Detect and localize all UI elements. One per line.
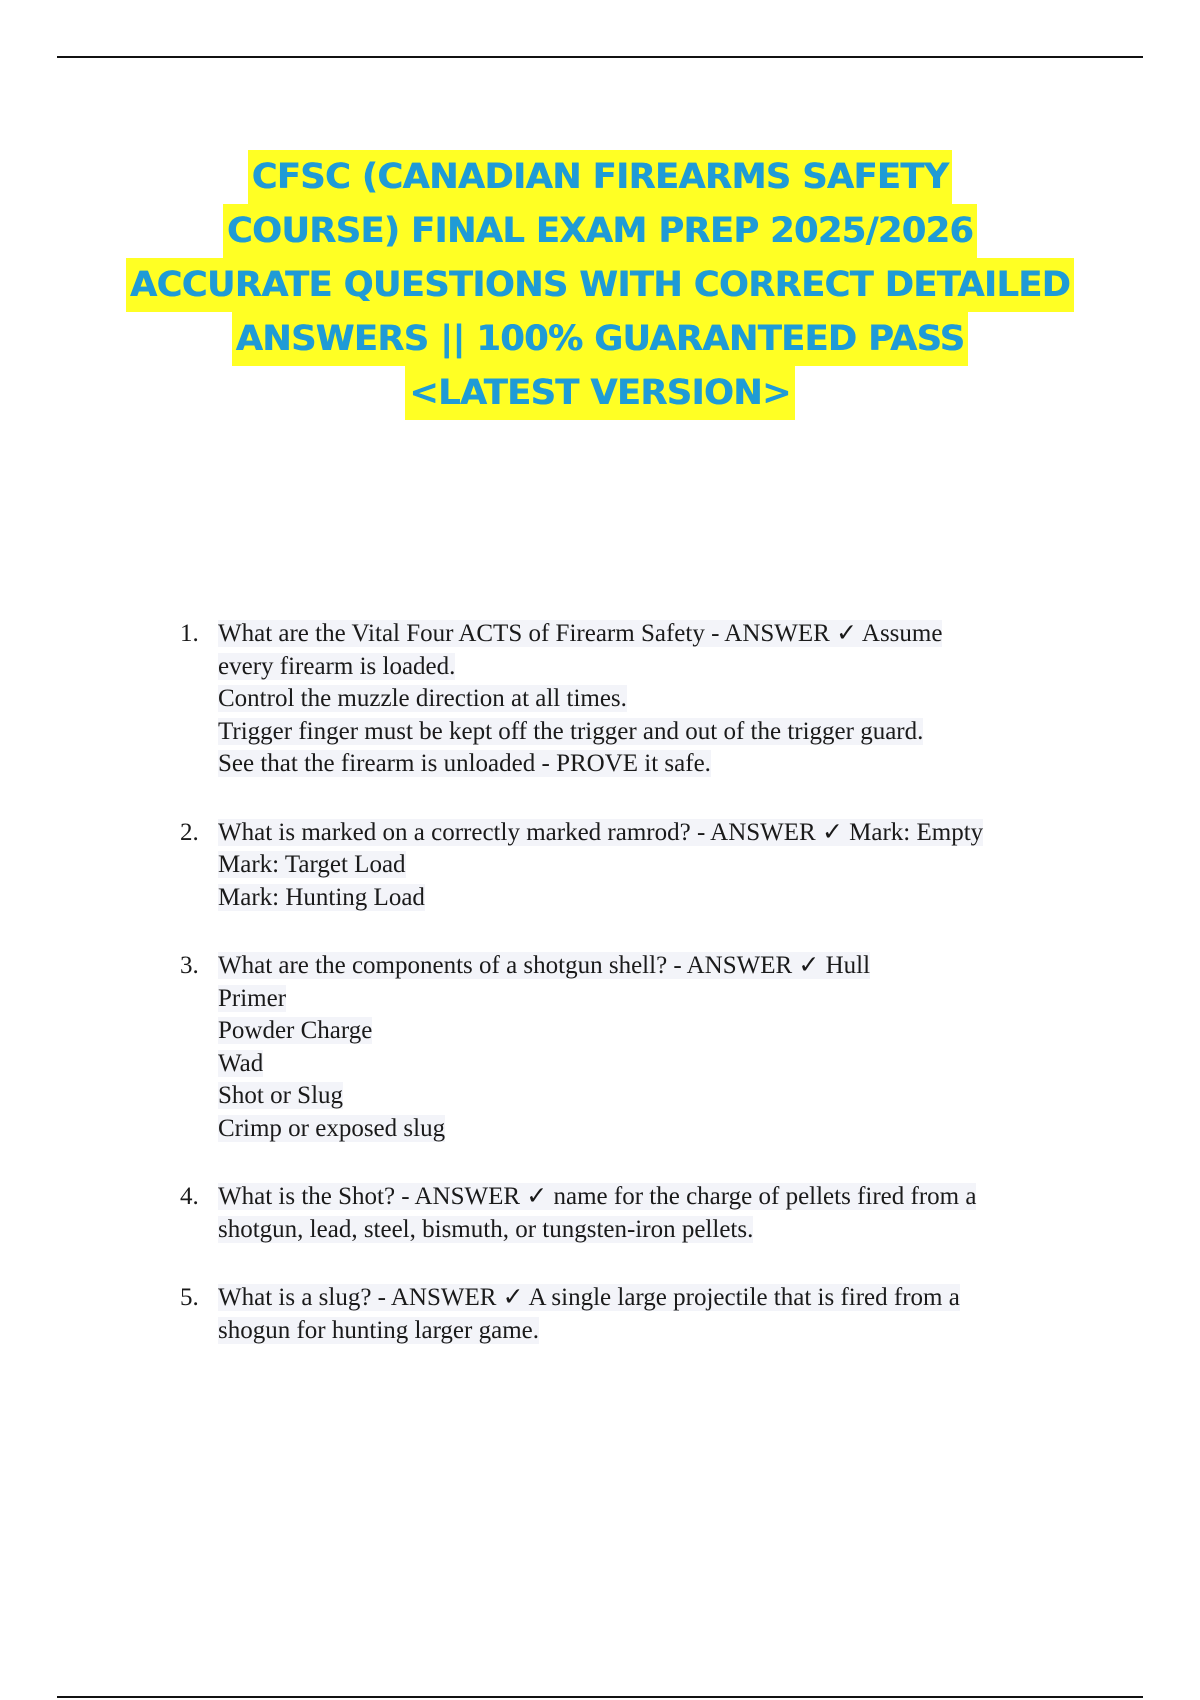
answer-text-line: Wad xyxy=(218,1049,264,1077)
answer-text-line: Primer xyxy=(218,984,287,1012)
question-text-line: What is the Shot? - ANSWER ✓ name for the charge of pellets fired from a xyxy=(218,1183,977,1210)
question-text-line: What is a slug? - ANSWER ✓ A single large projectile that is fired from a xyxy=(218,1284,960,1311)
question-text-line: What is marked on a correctly marked ramrod? - ANSWER ✓ Mark: Empty xyxy=(218,818,984,846)
question-number: 4. xyxy=(180,1183,199,1210)
title-line-1: CFSC (CANADIAN FIREARMS SAFETY xyxy=(248,150,953,204)
question-item-2 xyxy=(170,817,1090,915)
answer-text-line: Trigger finger must be kept off the trigger and out of the trigger guard. xyxy=(218,717,924,745)
title-line-4: ANSWERS || 100% GUARANTEED PASS xyxy=(232,312,969,366)
question-item-5 xyxy=(170,1282,1090,1347)
question-list xyxy=(170,618,1090,1383)
question-text-line: What are the Vital Four ACTS of Firearm Safety - ANSWER ✓ Assume xyxy=(218,620,943,647)
answer-text-line: shotgun, lead, steel, bismuth, or tungsten-iron pellets. xyxy=(218,1215,754,1243)
question-number: 5. xyxy=(180,1284,199,1311)
question-item-3 xyxy=(170,950,1090,1145)
question-number: 2. xyxy=(180,818,199,846)
answer-text-line: See that the firearm is unloaded - PROVE it safe. xyxy=(218,750,711,777)
question-number: 1. xyxy=(180,620,199,647)
title-line-5: <LATEST VERSION> xyxy=(405,366,795,420)
answer-text-line: Control the muzzle direction at all times. xyxy=(218,685,627,712)
answer-text-line: Powder Charge xyxy=(218,1017,373,1044)
answer-text-line: Mark: Hunting Load xyxy=(218,883,425,911)
answer-text-line: Mark: Target Load xyxy=(218,851,406,878)
question-text-line: What are the components of a shotgun shell? - ANSWER ✓ Hull xyxy=(218,952,871,979)
document-title xyxy=(60,150,1140,420)
question-number: 3. xyxy=(180,952,199,979)
question-item-4 xyxy=(170,1181,1090,1246)
title-line-2: COURSE) FINAL EXAM PREP 2025/2026 xyxy=(223,204,977,258)
bottom-rule xyxy=(57,1696,1143,1698)
title-line-3: ACCURATE QUESTIONS WITH CORRECT DETAILED xyxy=(126,258,1074,312)
answer-text-line: Crimp or exposed slug xyxy=(218,1114,446,1142)
answer-text-line: every firearm is loaded. xyxy=(218,652,456,680)
question-item-1 xyxy=(170,618,1090,781)
answer-text-line: Shot or Slug xyxy=(218,1082,344,1109)
top-rule xyxy=(57,56,1143,58)
answer-text-line: shogun for hunting larger game. xyxy=(218,1316,539,1344)
